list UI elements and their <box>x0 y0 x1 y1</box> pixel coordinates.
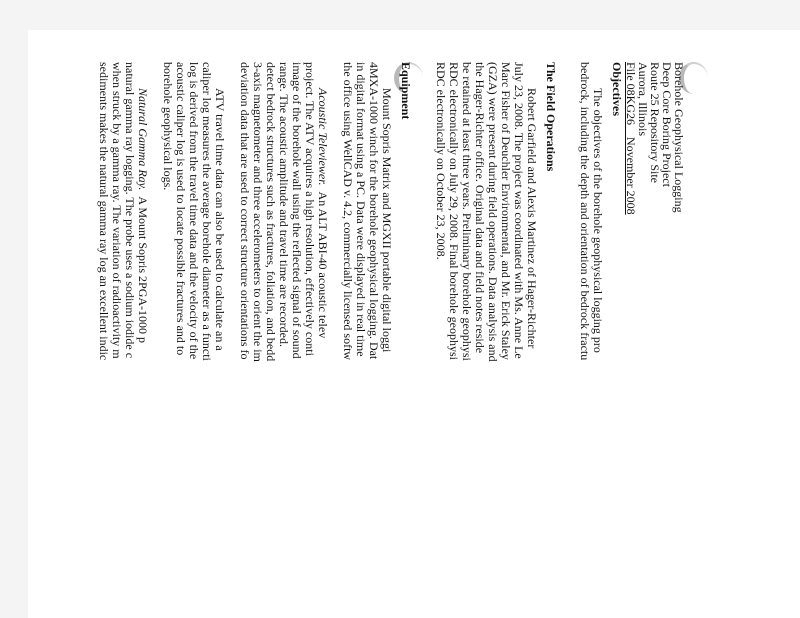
header-title: Borehole Geophysical Logging <box>672 62 686 213</box>
field-operations-line: Robert Garfield and Alexis Martinez of Hager-Richter <box>525 88 539 349</box>
atv-title: Acoustic Televiewer. <box>316 88 330 186</box>
equipment-line: in digital format using a PC. Data were displayed in real time <box>354 62 368 357</box>
objectives-line: The objectives of the borehole geophysical logging pro <box>591 88 605 353</box>
field-operations-line: RDC electronically on July 29, 2008. Final borehole geophysi <box>447 62 461 360</box>
equipment-line: Mount Sopris Matrix and MGXII portable digital loggi <box>380 88 394 353</box>
header-site: Route 25 Repository Site <box>648 62 662 183</box>
atv-caliper-line: caliper log measures the average borehole diameter as a functi <box>200 62 214 361</box>
atv-line: detect bedrock structures such as fractures, foliation, and bedd <box>264 62 278 362</box>
atv-caliper-line: borehole geophysical logs. <box>161 62 175 191</box>
field-operations-line: July 23, 2008. The project was coordinated with Ms. Anne Le <box>512 62 526 359</box>
field-operations-line: the Hager-Richter office. Original data and field notes reside <box>473 62 487 354</box>
atv-line: 3-axis magnetometer and three accelerometers to orient the im <box>251 62 265 362</box>
field-operations-line: be retained at least three years. Preliminary borehole geophysi <box>460 62 474 361</box>
header-location: Aurora, Illinois <box>636 62 650 136</box>
ngr-first-line <box>137 88 149 343</box>
atv-caliper-line: acoustic caliper log is used to locate possible fractures and to <box>174 62 188 356</box>
atv-line: project. The ATV acquires a high resolution, effectively conti <box>303 62 317 356</box>
ngr-title: Natural Gamma Ray. <box>136 88 150 191</box>
ngr-line: sediments makes the natural gamma ray log an excellent indic <box>97 62 111 361</box>
header-project: Deep Core Boring Project <box>660 62 674 187</box>
field-operations-line: (GZA) were present during field operations. Data analysis and <box>486 62 500 362</box>
equipment-line: 4MXA-1000 winch for the borehole geophysical logging. Dat <box>367 62 381 360</box>
report-date: November 2008 <box>624 137 638 215</box>
rotated-document-text <box>97 52 686 618</box>
objectives-line: bedrock, including the depth and orientation of bedrock fractu <box>578 62 592 361</box>
ngr-text: A Mount Sopris 2PGA-1000 p <box>136 196 150 344</box>
objectives-heading: Objectives <box>610 62 624 116</box>
field-operations-line: Marc Fisher of Deuchler Environmental, and Mr. Erick Staley <box>499 62 513 360</box>
atv-caliper-line: log is derived from the travel time data and the velocity of the <box>187 62 201 360</box>
ngr-line: when struck by a gamma ray. The variation of radioactivity m <box>110 62 124 359</box>
atv-line: deviation data that are used to correct structure orientations fo <box>238 62 252 360</box>
field-operations-line: RDC electronically on October 23, 2008. <box>434 62 448 260</box>
ngr-line: natural gamma ray logging. The probe uses a sodium iodide c <box>123 62 137 359</box>
equipment-line: the office using WellCAD v. 4.2, commercially licensed softw <box>341 62 355 361</box>
field-operations-heading: The Field Operations <box>544 62 558 172</box>
header-file-line <box>625 62 637 215</box>
atv-text: An ALT ABI-40 acoustic telev <box>316 191 330 339</box>
file-number: File 08KG26 <box>624 62 638 125</box>
equipment-heading: Equipment <box>399 62 413 120</box>
atv-line: range. The acoustic amplitude and travel time are recorded. <box>277 62 291 347</box>
atv-caliper-line: ATV travel time data can also be used to calculate an a <box>213 88 227 351</box>
atv-first-line <box>317 88 329 338</box>
atv-line: image of the borehole wall using the reflected signal of sound <box>290 62 304 359</box>
